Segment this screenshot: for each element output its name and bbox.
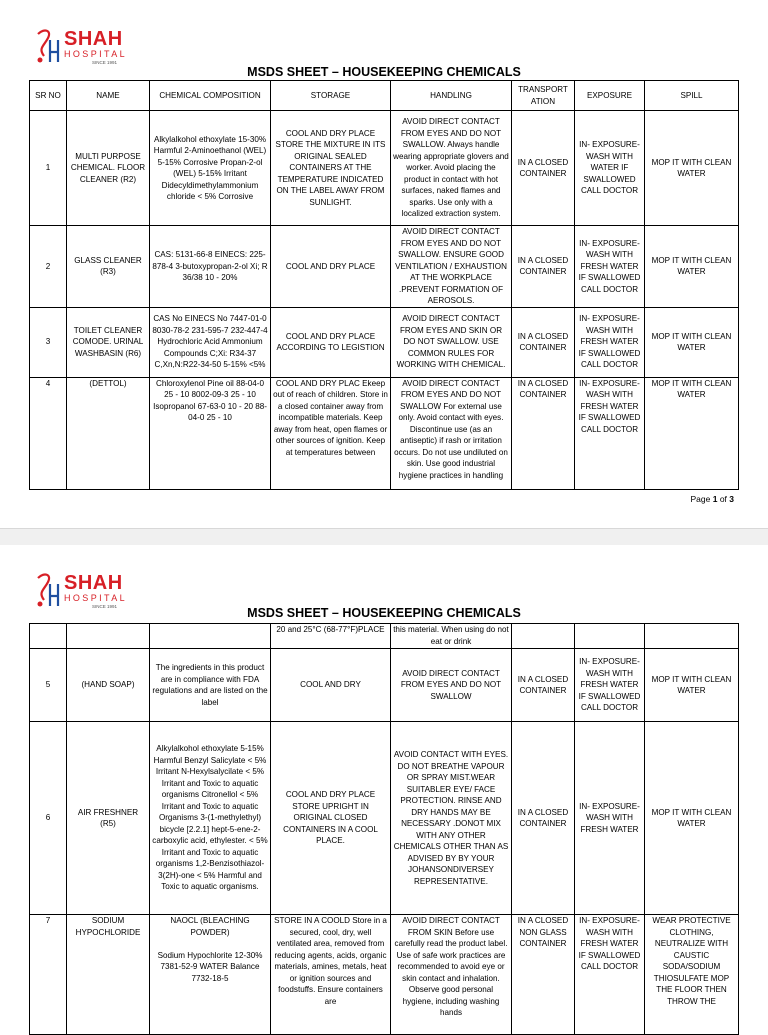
cell-handling: this material. When using do not eat or drink — [391, 624, 512, 649]
header-name: NAME — [67, 81, 150, 111]
logo-brand-sub: HOSPITAL — [64, 593, 128, 603]
table-row-continued — [30, 624, 739, 649]
cell-name: AIR FRESHNER (R5) — [67, 722, 150, 915]
table-row — [30, 377, 739, 489]
cell-sr — [30, 624, 67, 649]
cell-exposure: IN- EXPOSURE- WASH WITH FRESH WATER — [575, 722, 645, 915]
cell-composition: CAS No EINECS No 7447-01-0 8030-78-2 231-595-7 232-447-4 Hydrochloric Acid Ammonium Compounds C;Xi: R34-37 C,Xn,N:R22-34-50 5-15% <5% — [150, 307, 271, 377]
cell-spill: MOP IT WITH CLEAN WATER — [645, 722, 739, 915]
table-row — [30, 722, 739, 915]
cell-spill: MOP IT WITH CLEAN WATER — [645, 377, 739, 489]
cell-exposure: IN- EXPOSURE- WASH WITH FRESH WATER IF SWALLOWED CALL DOCTOR — [575, 915, 645, 1035]
cell-name — [67, 624, 150, 649]
cell-storage: COOL AND DRY PLACE — [271, 226, 391, 308]
cell-storage: COOL AND DRY PLAC Ekeep out of reach of children. Store in a closed container away from incompatible materials. Keep away from heat, open flames or other sources of ignition. Keep at temperatures between — [271, 377, 391, 489]
cell-composition: CAS: 5131-66-8 EINECS: 225-878-4 3-butoxypropan-2-ol Xi; R 36/38 10 - 20% — [150, 226, 271, 308]
cell-composition: Alkylalkohol ethoxylate 15-30% Harmful 2-Aminoethanol (WEL) 5-15% Corrosive Propan-2-ol (WEL) 5-15% Irritant Didecyldimethylammonium chloride < 5% Corrosive — [150, 111, 271, 226]
cell-handling: AVOID CONTACT WITH EYES. DO NOT BREATHE VAPOUR OR SPRAY MIST.WEAR SUITABLER EYE/ FACE PROTECTION. RINSE AND DRY HANDS MAY BE NECESSARY .DONOT MIX WITH ANY OTHER CHEMICALS OTHER THAN AS ADVISED BY BY YOUR JOHANSONDIVERSEY REPRESENTATIVE. — [391, 722, 512, 915]
cell-transport: IN A CLOSED CONTAINER — [512, 649, 575, 722]
cell-composition — [150, 624, 271, 649]
header-sr-no: SR NO — [30, 81, 67, 111]
cell-transport: IN A CLOSED CONTAINER — [512, 307, 575, 377]
cell-storage: COOL AND DRY — [271, 649, 391, 722]
logo-brand-name: SHAH — [64, 572, 123, 594]
cell-storage: COOL AND DRY PLACE ACCORDING TO LEGISTION — [271, 307, 391, 377]
cell-transport: IN A CLOSED CONTAINER — [512, 226, 575, 308]
cell-sr: 6 — [30, 722, 67, 915]
cell-transport: IN A CLOSED NON GLASS CONTAINER — [512, 915, 575, 1035]
cell-handling: AVOID DIRECT CONTACT FROM EYES AND DO NOT SWALLOW — [391, 649, 512, 722]
document-page-2 — [0, 545, 768, 1024]
cell-name: (DETTOL) — [67, 377, 150, 489]
cell-sr: 2 — [30, 226, 67, 308]
cell-spill: MOP IT WITH CLEAN WATER — [645, 226, 739, 308]
cell-composition: Alkylalkohol ethoxylate 5-15% Harmful Benzyl Salicylate < 5% Irritant N-Hexylsalycilate < 5% Irritant and Toxic to aquatic organisms Citronellol < 5% Irritant and Toxic to aquatic Organisms 3-(1-methylethyl) bicycle [2.2.1] hept-5-ene-2-carboxylic acid, ethylester. < 5% Irritant and Toxic to aquatic organisms 1,2-Benzisothiazol-3(2H)-one < 5% Harmful and Toxic to aquatic organisms. — [150, 722, 271, 915]
cell-transport — [512, 624, 575, 649]
table-row — [30, 226, 739, 308]
cell-spill: WEAR PROTECTIVE CLOTHING, NEUTRALIZE WITH CAUSTIC SODA/SODIUM THIOSULFATE MOP THE FLOOR THEN THROW THE — [645, 915, 739, 1035]
table-row — [30, 649, 739, 722]
page-title: MSDS SHEET – HOUSEKEEPING CHEMICALS — [247, 606, 521, 620]
table-row — [30, 111, 739, 226]
page-number-prefix: Page — [690, 494, 713, 504]
header-storage: STORAGE — [271, 81, 391, 111]
cell-transport: IN A CLOSED CONTAINER — [512, 111, 575, 226]
header-handling: HANDLING — [391, 81, 512, 111]
header-exposure: EXPOSURE — [575, 81, 645, 111]
cell-spill: MOP IT WITH CLEAN WATER — [645, 307, 739, 377]
cell-transport: IN A CLOSED CONTAINER — [512, 722, 575, 915]
cell-handling: AVOID DIRECT CONTACT FROM SKIN Before use carefully read the product label. Use of safe work practices are recommended to avoid eye or skin contact and inhalation. Observe good personal hygiene, including washing hands — [391, 915, 512, 1035]
logo-brand-name: SHAH — [64, 28, 123, 50]
table-header-row — [30, 81, 739, 111]
page-number-total: 3 — [729, 494, 734, 504]
cell-sr: 7 — [30, 915, 67, 1035]
cell-exposure — [575, 624, 645, 649]
logo-mark-icon — [34, 26, 62, 68]
cell-handling: AVOID DIRECT CONTACT FROM EYES AND SKIN OR DO NOT SWALLOW. USE COMMON RULES FOR WORKING WITH CHEMICAL. — [391, 307, 512, 377]
cell-name: (HAND SOAP) — [67, 649, 150, 722]
cell-storage: COOL AND DRY PLACE STORE THE MIXTURE IN ITS ORIGINAL SEALED CONTAINERS AT THE TEMPERATURE INDICATED ON THE LABEL AWAY FROM SUNLIGHT. — [271, 111, 391, 226]
cell-exposure: IN- EXPOSURE- WASH WITH FRESH WATER IF SWALLOWED CALL DOCTOR — [575, 377, 645, 489]
cell-spill: MOP IT WITH CLEAN WATER — [645, 111, 739, 226]
cell-handling: AVOID DIRECT CONTACT FROM EYES AND DO NOT SWALLOW. Always handle wearing appropriate glovers and worker. Avoid placing the product in contact with hot surfaces, naked flames and sparks. Use only with a localized extraction system. — [391, 111, 512, 226]
cell-transport: IN A CLOSED CONTAINER — [512, 377, 575, 489]
header-composition: CHEMICAL COMPOSITION — [150, 81, 271, 111]
header-transportation: TRANSPORT ATION — [512, 81, 575, 111]
cell-sr: 1 — [30, 111, 67, 226]
header-spill: SPILL — [645, 81, 739, 111]
cell-exposure: IN- EXPOSURE- WASH WITH WATER IF SWALLOWED CALL DOCTOR — [575, 111, 645, 226]
cell-composition: The ingredients in this product are in compliance with FDA regulations and are listed on the label — [150, 649, 271, 722]
msds-table-page-1 — [29, 80, 739, 490]
cell-exposure: IN- EXPOSURE- WASH WITH FRESH WATER IF SWALLOWED CALL DOCTOR — [575, 649, 645, 722]
logo-since: SINCE 1991 — [92, 604, 118, 609]
cell-name: TOILET CLEANER COMODE. URINAL WASHBASIN (R6) — [67, 307, 150, 377]
cell-storage: STORE IN A COOLD Store in a secured, cool, dry, well ventilated area, removed from reducing agents, acids, organic materials, amines, metals, heat or ignition sources and foodstuffs. Ensure containers are — [271, 915, 391, 1035]
cell-exposure: IN- EXPOSURE- WASH WITH FRESH WATER IF SWALLOWED CALL DOCTOR — [575, 226, 645, 308]
cell-sr: 5 — [30, 649, 67, 722]
cell-composition: Chloroxylenol Pine oil 88-04-0 25 - 10 8002-09-3 25 - 10 Isopropanol 67-63-0 10 - 20 88-04-0 25 - 10 — [150, 377, 271, 489]
logo-brand-sub: HOSPITAL — [64, 49, 128, 59]
cell-sr: 4 — [30, 377, 67, 489]
cell-name: MULTI PURPOSE CHEMICAL. FLOOR CLEANER (R2) — [67, 111, 150, 226]
page-number-current: 1 — [712, 494, 718, 504]
logo-since: SINCE 1991 — [92, 60, 118, 65]
page-title: MSDS SHEET – HOUSEKEEPING CHEMICALS — [247, 65, 521, 79]
cell-composition: NAOCL (BLEACHING POWDER) Sodium Hypochlorite 12-30% 7381-52-9 WATER Balance 7732-18-5 — [150, 915, 271, 1035]
cell-spill — [645, 624, 739, 649]
cell-handling: AVOID DIRECT CONTACT FROM EYES AND DO NOT SWALLOW. ENSURE GOOD VENTILATION / EXHAUSTION AT THE WORKPLACE .PREVENT FORMATION OF AEROSOLS. — [391, 226, 512, 308]
cell-spill: MOP IT WITH CLEAN WATER — [645, 649, 739, 722]
cell-exposure: IN- EXPOSURE- WASH WITH FRESH WATER IF SWALLOWED CALL DOCTOR — [575, 307, 645, 377]
cell-name: GLASS CLEANER (R3) — [67, 226, 150, 308]
msds-table-page-2 — [29, 623, 739, 1035]
table-row — [30, 915, 739, 1035]
cell-sr: 3 — [30, 307, 67, 377]
cell-handling: AVOID DIRECT CONTACT FROM EYES AND DO NOT SWALLOW For external use only. Avoid contact with eyes. Discontinue use (as an antiseptic) if rash or irritation occurs. Do not use undiluted on skin. Use good industrial hygiene practices in handling — [391, 377, 512, 489]
cell-storage: COOL AND DRY PLACE STORE UPRIGHT IN ORIGINAL CLOSED CONTAINERS IN A COOL PLACE. — [271, 722, 391, 915]
cell-storage: 20 and 25°C (68-77°F)PLACE — [271, 624, 391, 649]
page-number-of: of — [717, 494, 730, 504]
page-number — [691, 494, 735, 504]
cell-name: SODIUM HYPOCHLORIDE — [67, 915, 150, 1035]
table-row — [30, 307, 739, 377]
